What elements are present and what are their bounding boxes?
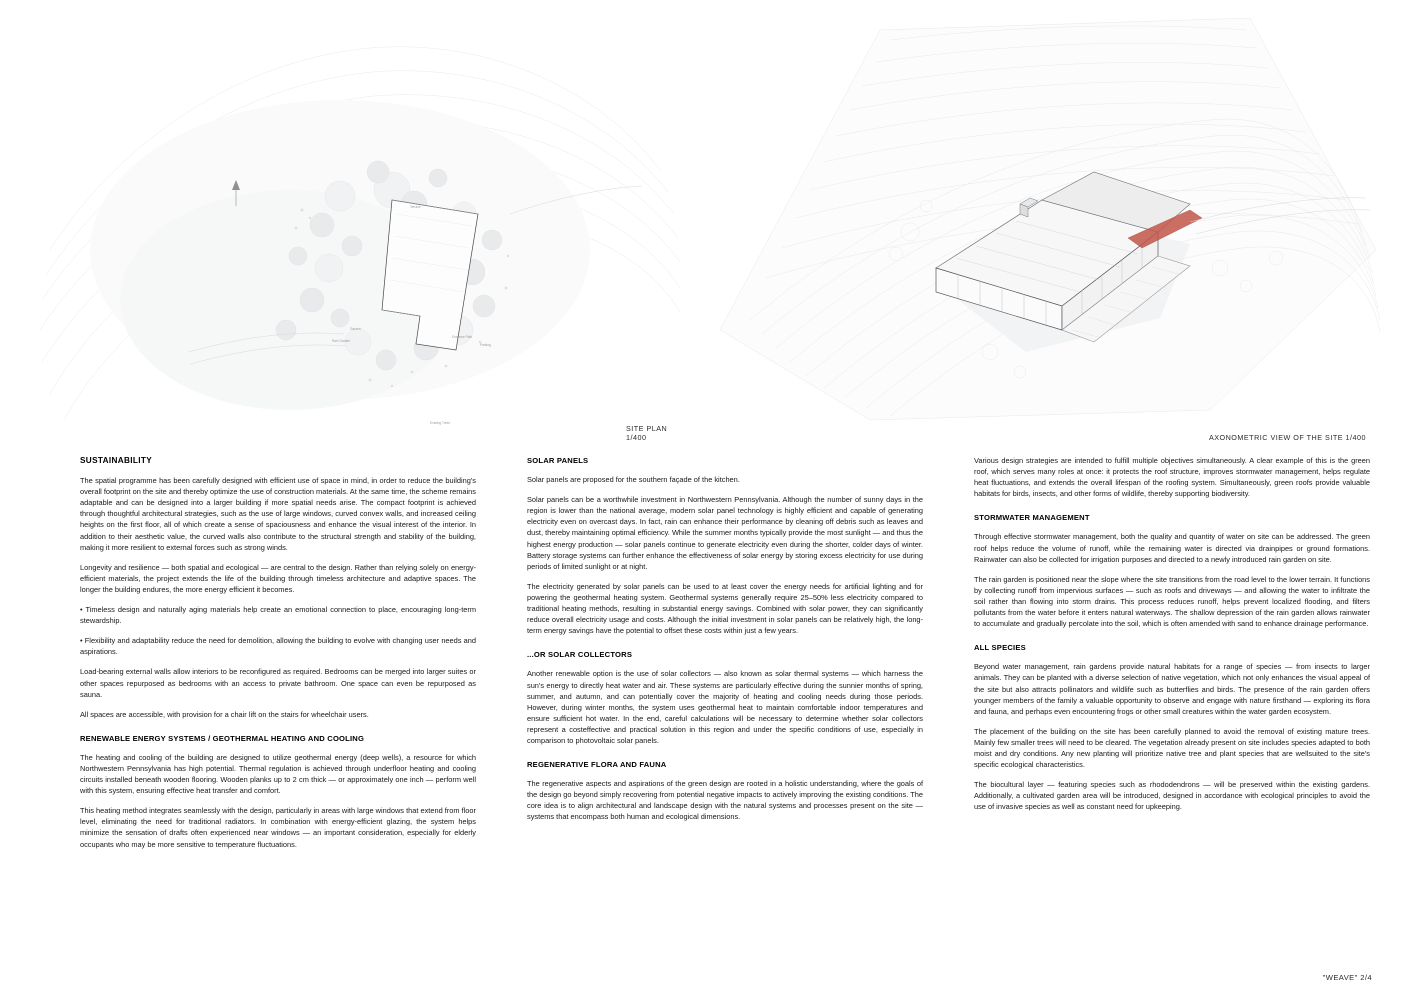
site-plan-drawing bbox=[40, 0, 680, 448]
svg-text:Entrance Path: Entrance Path bbox=[452, 335, 473, 339]
paragraph: The biocultural layer — featuring species such as rhododendrons — will be preserved within the existing gardens. Additionally, a cultivated garden area will be introduced, designed in accordance with ecological principles to avoid the use of invasive species as well as constant need for upkeeping. bbox=[974, 780, 1370, 812]
svg-text:Terrace: Terrace bbox=[410, 205, 421, 209]
site-plan-svg bbox=[40, 0, 680, 448]
bullet-item: • Timeless design and naturally aging materials help create an emotional connection to place, encouraging long-term stewardship. bbox=[80, 605, 476, 626]
svg-text:Garden: Garden bbox=[350, 327, 361, 331]
column-solar bbox=[527, 455, 923, 823]
sheet-label: "WEAVE" 2/4 bbox=[1322, 973, 1372, 982]
paragraph: All spaces are accessible, with provision for a chair lift on the stairs for wheelchair users. bbox=[80, 709, 369, 719]
column-water-species bbox=[974, 455, 1370, 812]
paragraph: Load-bearing external walls allow interiors to be reconfigured as required. Bedrooms can be merged into larger suites or other spaces repurposed as bedrooms with an access to private bathroom. One space can even be repurposed as sauna. bbox=[80, 667, 476, 699]
paragraph: The placement of the building on the site has been carefully planned to avoid the removal of existing mature trees. Mainly few smaller trees will need to be cleared. The vegetation already present on site includes species adapted to both moist and dry conditions. Any new planting will prioritize native tree and plant species that are wellsuited to the site's specific ecological characteristics. bbox=[974, 726, 1370, 770]
paragraph: Beyond water management, rain gardens provide natural habitats for a range of species — from insects to larger animals. They can be planted with a diverse selection of native vegetation, which not only enhances the visual appeal of the site but also attracts pollinators and wildlife such as butterflies and birds. The presence of the rain garden offers younger members of the family a valuable opportunity to observe and engage with nature firsthand — exploring its flora and fauna, and perhaps even encountering frogs or other small creatures within the water garden ecosystem. bbox=[974, 662, 1370, 716]
svg-text:Rain Garden: Rain Garden bbox=[332, 339, 351, 343]
paragraph: The regenerative aspects and aspirations of the green design are rooted in a holistic understanding, where the goals of the design go beyond simply recovering from potential negative impacts to actively improving the existing conditions. The core idea is to align architectural and landscape design with the natural systems and processes present on the site — systems that encompass both human and ecological dimensions. bbox=[527, 779, 923, 822]
subsection-title-all-species: ALL SPECIES bbox=[974, 643, 1026, 653]
paragraph: The electricity generated by solar panels can be used to at least cover the energy needs for artificial lighting and for powering the geothermal heating system. Geothermal systems generally require 25–50% less electricity compared to traditional heating methods, resulting in substantial energy savings. Combined with solar power, they can significantly reduce overall electricity usage and costs. Although the initial investment in solar panels can be relatively high, the long-term energy savings have the potential to offset these costs within just a few years. bbox=[527, 581, 923, 636]
svg-text:Existing Trees: Existing Trees bbox=[430, 421, 451, 425]
subsection-title-solar-collectors: ...OR SOLAR COLLECTORS bbox=[527, 650, 633, 660]
column-sustainability bbox=[80, 455, 476, 850]
paragraph: Solar panels can be a worthwhile investment in Northwestern Pennsylvania. Although the number of sunny days in the region is lower than the national average, modern solar panel technology is highly efficient and capable of generating electricity even on overcast days. In fact, rain can enhance their performance by cleaning off debris such as leaves and dust, thereby maintaining optimal efficiency. While the summer months typically provide the most sunlight — and thus the highest energy production — solar panels continue to generate electricity even during the shorter, colder days of winter. Battery storage systems can further enhance the effectiveness of solar energy by storing excess electricity for use during periods of limited sunlight or at night. bbox=[527, 495, 923, 571]
paragraph: The spatial programme has been carefully designed with efficient use of space in mind, in order to reduce the building's overall footprint on the site and thereby optimize the use of construction materials. At the same time, the scheme remains adaptable and can be designed into a larger building if more spatial needs arise. The compact footprint is achieved through thoughtful architectural strategies, such as the use of large windows, curved convex walls, and increased ceiling heights on the first floor, all of which create a sense of spaciousness and enhance the visual interest of the interior. In addition to their aesthetic value, the curved walls also contribute to the structural strength and stability of the building, making it more resilient to external forces such as strong winds. bbox=[80, 476, 476, 552]
text-body bbox=[0, 455, 1414, 975]
paragraph: The heating and cooling of the building are designed to utilize geothermal energy (deep wells), a resource for which Northwestern Pennsylvania has high potential. Thermal regulation is achieved through underfloor heating and cooling circuits installed beneath wooden flooring. Wooden planks up to 2 cm thick — or approximately one inch — perform well with this system, ensuring effective heat transfer and comfort. bbox=[80, 752, 476, 796]
paragraph: Solar panels are proposed for the southern façade of the kitchen. bbox=[527, 475, 740, 485]
page-title: SUSTAINABILITY bbox=[80, 456, 153, 465]
paragraph: Longevity and resilience — both spatial and ecological — are central to the design. Rather than relying solely on energy-efficient materials, the project extends the life of the building through timeless architecture and adaptive spaces. The longer the building endures, the more energy efficient it becomes. bbox=[80, 562, 476, 594]
svg-text:Parking: Parking bbox=[480, 343, 491, 347]
subsection-title-renewable-energy: RENEWABLE ENERGY SYSTEMS / GEOTHERMAL HEATING AND COOLING bbox=[80, 733, 365, 743]
subsection-title-flora-fauna: REGENERATIVE FLORA AND FAUNA bbox=[527, 760, 667, 770]
subsection-title-solar-panels: SOLAR PANELS bbox=[527, 456, 589, 465]
paragraph: Another renewable option is the use of solar collectors — also known as solar thermal systems — which harness the sun's energy to directly heat water and air. These systems are particularly effective during the sunnier months of spring, summer, and autumn, and can potentially cover the majority of heating and cooling needs during those periods. However, during winter months, the system uses geothermal heat to maintain comfortable indoor temperatures and ensure sufficient hot water. In the end, careful calculations will be necessary to determine whether solar collectors represent a costeffective and practical solution in this region and under the specific conditions of use, especially in comparison to photovoltaic solar panels. bbox=[527, 669, 923, 745]
subsection-title-stormwater: STORMWATER MANAGEMENT bbox=[974, 513, 1090, 523]
bullet-item: • Flexibility and adaptability reduce the need for demolition, allowing the building to evolve with changing user needs and aspirations. bbox=[80, 636, 476, 657]
drawings-area bbox=[0, 0, 1414, 448]
paragraph: Various design strategies are intended to fulfill multiple objectives simultaneously. A clear example of this is the green roof, which serves many roles at once: it protects the roof structure, improves stormwater management, helps regulate heat fluctuations, and extends the overall lifespan of the roofing system. Simultaneously, green roofs provide valuable habitats for birds, insects, and other forms of wildlife, thereby supporting biodiversity. bbox=[974, 456, 1370, 499]
paragraph: Through effective stormwater management, both the quality and quantity of water on site can be addressed. The green roof helps reduce the volume of runoff, while the remaining water is directed via drainpipes or ground formations. Rainwater can also be collected for irrigation purposes and directed to a newly introduced rain garden on site. bbox=[974, 532, 1370, 564]
paragraph: The rain garden is positioned near the slope where the site transitions from the road level to the lower terrain. It functions by collecting runoff from impervious surfaces — such as roofs and driveways — and allowing the water to infiltrate the soil rather than flowing into storm drains. This process reduces runoff, helps prevent localized flooding, and filters pollutants from the water before it enters natural waterways. The shallow depression of the rain garden allows rainwater to accumulate and gradually percolate into the soil, which is often amended with sand to enhance drainage performance. bbox=[974, 574, 1370, 629]
axonometric-caption: AXONOMETRIC VIEW OF THE SITE 1/400 bbox=[1208, 433, 1366, 442]
paragraph: This heating method integrates seamlessly with the design, particularly in areas with large windows that extend from floor level, eliminating the need for traditional radiators. In combination with energy-efficient glazing, the system helps minimize the sensation of drafts often experienced near windows — an important consideration, especially for elderly occupants who may be more sensitive to temperature fluctuations. bbox=[80, 806, 476, 849]
site-plan-caption: SITE PLAN 1/400 bbox=[626, 424, 668, 442]
axonometric-svg bbox=[690, 0, 1390, 448]
axonometric-drawing bbox=[690, 0, 1390, 448]
